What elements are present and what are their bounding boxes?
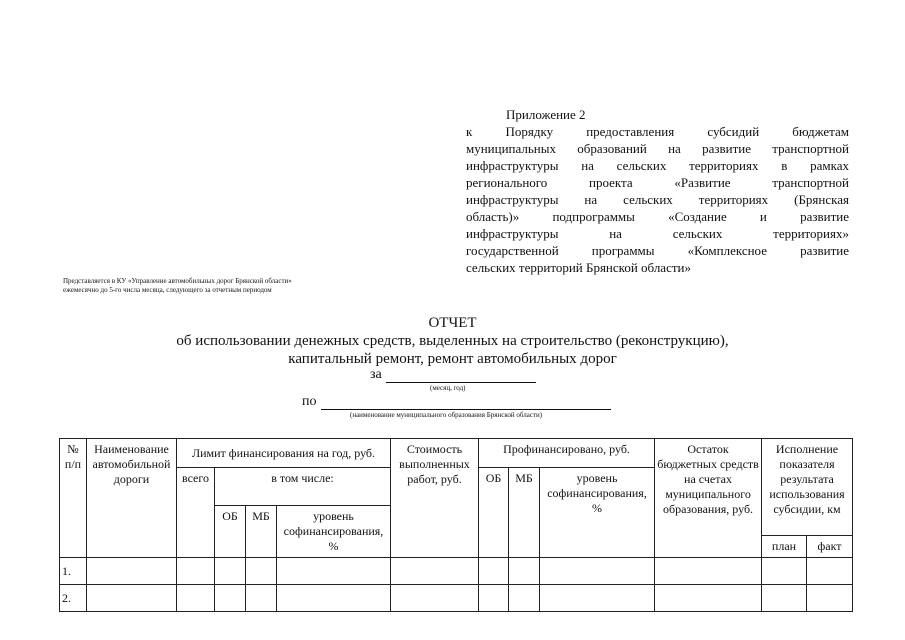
header-road-name: Наименование автомобильной дороги bbox=[87, 439, 177, 558]
municipality-input-line[interactable] bbox=[321, 395, 611, 410]
row-num: 1. bbox=[60, 558, 87, 585]
annex-title: Приложение 2 bbox=[506, 107, 586, 122]
table-cell[interactable] bbox=[215, 558, 246, 585]
header-mb2: МБ bbox=[509, 468, 540, 558]
header-cost: Стоимость выполненных работ, руб. bbox=[391, 439, 479, 558]
period-field bbox=[370, 367, 536, 383]
municipality-hint: (наименование муниципального образования Брянской области) bbox=[350, 411, 543, 419]
header-cofin-level2: уровень софинансирования, % bbox=[540, 468, 655, 558]
table-cell[interactable] bbox=[246, 558, 277, 585]
table-cell[interactable] bbox=[391, 558, 479, 585]
table-cell[interactable] bbox=[177, 585, 215, 612]
table-cell[interactable] bbox=[277, 558, 391, 585]
table-cell[interactable] bbox=[807, 558, 853, 585]
annex-line: к Порядку предоставления субсидий бюджетам bbox=[466, 124, 849, 139]
table-cell[interactable] bbox=[87, 585, 177, 612]
header-execution: Исполнение показателя результата использования субсидии, км bbox=[762, 439, 853, 536]
table-cell[interactable] bbox=[277, 585, 391, 612]
submission-note bbox=[63, 277, 292, 295]
table-cell[interactable] bbox=[87, 558, 177, 585]
header-ob: ОБ bbox=[215, 506, 246, 558]
table-cell[interactable] bbox=[762, 558, 807, 585]
table-cell[interactable] bbox=[655, 585, 762, 612]
submission-note-line: ежемесячно до 5-го числа месяца, следующего за отчетным периодом bbox=[63, 286, 272, 294]
table-cell[interactable] bbox=[509, 558, 540, 585]
header-fact: факт bbox=[807, 536, 853, 558]
annex-line: муниципальных образований на развитие транспортной bbox=[466, 141, 849, 156]
row-num: 2. bbox=[60, 585, 87, 612]
table-cell[interactable] bbox=[655, 558, 762, 585]
header-financed: Профинансировано, руб. bbox=[479, 439, 655, 468]
header-including: в том числе: bbox=[215, 468, 391, 506]
header-total: всего bbox=[177, 468, 215, 558]
header-plan: план bbox=[762, 536, 807, 558]
table-cell[interactable] bbox=[479, 585, 509, 612]
table-header-row bbox=[60, 439, 853, 468]
report-subtitle: капитальный ремонт, ремонт автомобильных дорог bbox=[288, 351, 617, 367]
table-cell[interactable] bbox=[762, 585, 807, 612]
header-mb: МБ bbox=[246, 506, 277, 558]
table-cell[interactable] bbox=[177, 558, 215, 585]
annex-line: инфраструктуры на сельских территориях» bbox=[466, 226, 849, 241]
annex-block bbox=[466, 106, 849, 276]
table-cell[interactable] bbox=[540, 558, 655, 585]
annex-line: сельских территорий Брянской области» bbox=[466, 260, 691, 275]
report-title: ОТЧЕТ bbox=[428, 315, 477, 331]
header-cofin-level: уровень софинансирования, % bbox=[277, 506, 391, 558]
table-cell[interactable] bbox=[391, 585, 479, 612]
table-row bbox=[60, 558, 853, 585]
table-cell[interactable] bbox=[509, 585, 540, 612]
annex-line: область)» подпрограммы «Создание и развитие bbox=[466, 209, 849, 224]
period-hint: (месяц, год) bbox=[430, 384, 466, 392]
table-cell[interactable] bbox=[479, 558, 509, 585]
period-label: за bbox=[370, 367, 382, 382]
table-cell[interactable] bbox=[807, 585, 853, 612]
municipality-label: по bbox=[302, 394, 317, 409]
table-row bbox=[60, 585, 853, 612]
period-input-line[interactable] bbox=[386, 368, 536, 383]
table-cell[interactable] bbox=[540, 585, 655, 612]
header-ob2: ОБ bbox=[479, 468, 509, 558]
report-table bbox=[59, 438, 853, 612]
header-num: № п/п bbox=[60, 439, 87, 558]
annex-line: регионального проекта «Развитие транспортной bbox=[466, 175, 849, 190]
annex-line: инфраструктуры на сельских территориях в рамках bbox=[466, 158, 849, 173]
header-balance: Остаток бюджетных средств на счетах муниципального образования, руб. bbox=[655, 439, 762, 558]
header-limit: Лимит финансирования на год, руб. bbox=[177, 439, 391, 468]
table-cell[interactable] bbox=[246, 585, 277, 612]
report-subtitle: об использовании денежных средств, выделенных на строительство (реконструкцию), bbox=[176, 333, 729, 349]
table-cell[interactable] bbox=[215, 585, 246, 612]
municipality-field bbox=[302, 394, 611, 410]
report-title-block bbox=[0, 314, 905, 368]
annex-line: инфраструктуры на сельских территориях (Брянская bbox=[466, 192, 849, 207]
submission-note-line: Представляется в КУ «Управление автомобильных дорог Брянской области» bbox=[63, 277, 292, 285]
annex-line: государственной программы «Комплексное развитие bbox=[466, 243, 849, 258]
